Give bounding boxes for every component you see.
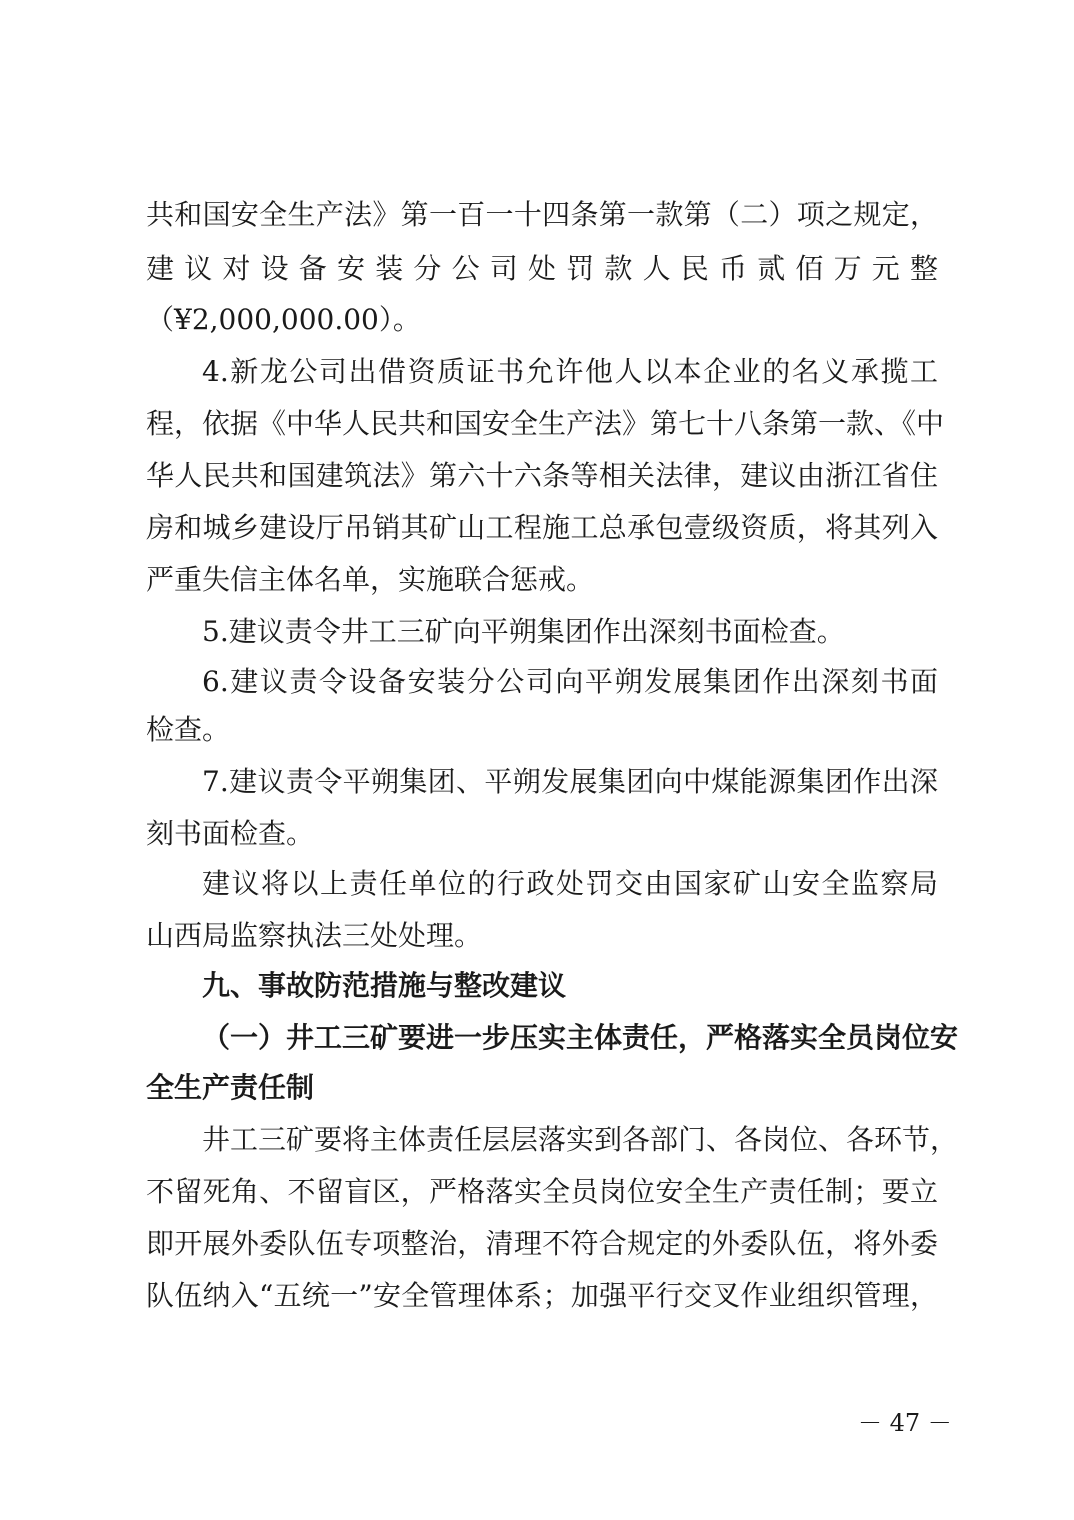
body-text-line: 检查。 (146, 713, 231, 746)
list-item-4: 4.新龙公司出借资质证书允许他人以本企业的名义承揽工 (202, 355, 938, 388)
list-item-5: 5.建议责令井工三矿向平朔集团作出深刻书面检查。 (202, 615, 845, 648)
body-text-line: 房和城乡建设厅吊销其矿山工程施工总承包壹级资质，将其列入 (146, 511, 938, 544)
list-item-7: 7.建议责令平朔集团、平朔发展集团向中煤能源集团作出深 (202, 765, 938, 798)
section-heading: 九、事故防范措施与整改建议 (202, 969, 567, 1002)
body-text-line: 山西局监察执法三处处理。 (146, 919, 483, 952)
body-text-line: （¥2,000,000.00）。 (146, 303, 421, 336)
body-text-line: 程，依据《中华人民共和国安全生产法》第七十八条第一款、《中 (146, 407, 945, 440)
body-text-line: 严重失信主体名单，实施联合惩戒。 (146, 563, 595, 596)
page-number: － 47 － (858, 1409, 952, 1437)
list-item-6: 6.建议责令设备安装分公司向平朔发展集团作出深刻书面 (202, 665, 938, 698)
body-text-line: 即开展外委队伍专项整治，清理不符合规定的外委队伍，将外委 (146, 1227, 938, 1260)
body-text-line: 共和国安全生产法》第一百一十四条第一款第（二）项之规定， (146, 198, 938, 231)
body-text-line: 不留死角、不留盲区，严格落实全员岗位安全生产责任制；要立 (146, 1175, 938, 1208)
subsection-heading-cont: 全生产责任制 (146, 1071, 315, 1104)
body-text-line: 建议对设备安装分公司处罚款人民币贰佰万元整 (146, 252, 938, 285)
body-text-line: 华人民共和国建筑法》第六十六条等相关法律，建议由浙江省住 (146, 459, 938, 492)
body-paragraph-line: 建议将以上责任单位的行政处罚交由国家矿山安全监察局 (202, 867, 938, 900)
body-text-line: 队伍纳入“五统一”安全管理体系；加强平行交叉作业组织管理， (146, 1279, 938, 1312)
body-paragraph-line: 井工三矿要将主体责任层层落实到各部门、各岗位、各环节， (202, 1123, 959, 1156)
body-text-line: 刻书面检查。 (146, 817, 315, 850)
subsection-heading: （一）井工三矿要进一步压实主体责任，严格落实全员岗位安 (202, 1021, 959, 1054)
